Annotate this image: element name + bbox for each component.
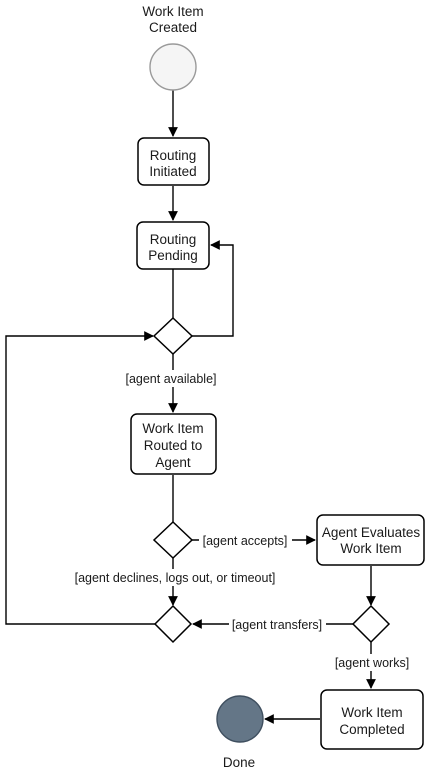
label-agent-accepts: [agent accepts] [202,534,288,548]
label-agent-declines: [agent declines, logs out, or timeout] [74,571,276,585]
routing-initiated-line-1: Routing [149,148,197,163]
start-node-label-line-1: Work Item [142,4,204,19]
label-agent-available: [agent available] [125,372,217,386]
work-item-completed-line-2: Completed [339,722,405,737]
end-node [217,696,263,770]
start-node-label-line-2: Created [148,20,198,35]
routed-to-agent-line-2: Routed to [143,438,203,453]
routing-pending-line-2: Pending [148,248,198,263]
node-agent-evaluates [317,515,424,565]
routing-pending-line-1: Routing [149,232,197,247]
work-item-completed-line-1: Work Item [341,705,403,720]
start-circle [150,44,196,90]
decision-diamond-agent-response [154,522,192,558]
end-circle [217,696,263,742]
node-routing-pending [137,222,209,269]
start-node [142,4,203,90]
node-routed-to-agent [131,414,216,474]
label-agent-works: [agent works] [334,656,410,670]
routing-initiated-line-2: Initiated [149,164,197,179]
node-routing-initiated [138,138,209,185]
agent-evaluates-line-1: Agent Evaluates [321,525,421,540]
node-work-item-completed [321,690,423,749]
agent-evaluates-line-2: Work Item [340,541,402,556]
label-agent-transfers: [agent transfers] [231,618,323,632]
decision-diamond-return [155,606,191,642]
end-node-label: Done [222,755,256,770]
routed-to-agent-line-3: Agent [155,455,191,470]
decision-diamond-agent-action [353,606,389,642]
decision-diamond-availability [154,318,192,354]
routed-to-agent-line-1: Work Item [142,421,204,436]
